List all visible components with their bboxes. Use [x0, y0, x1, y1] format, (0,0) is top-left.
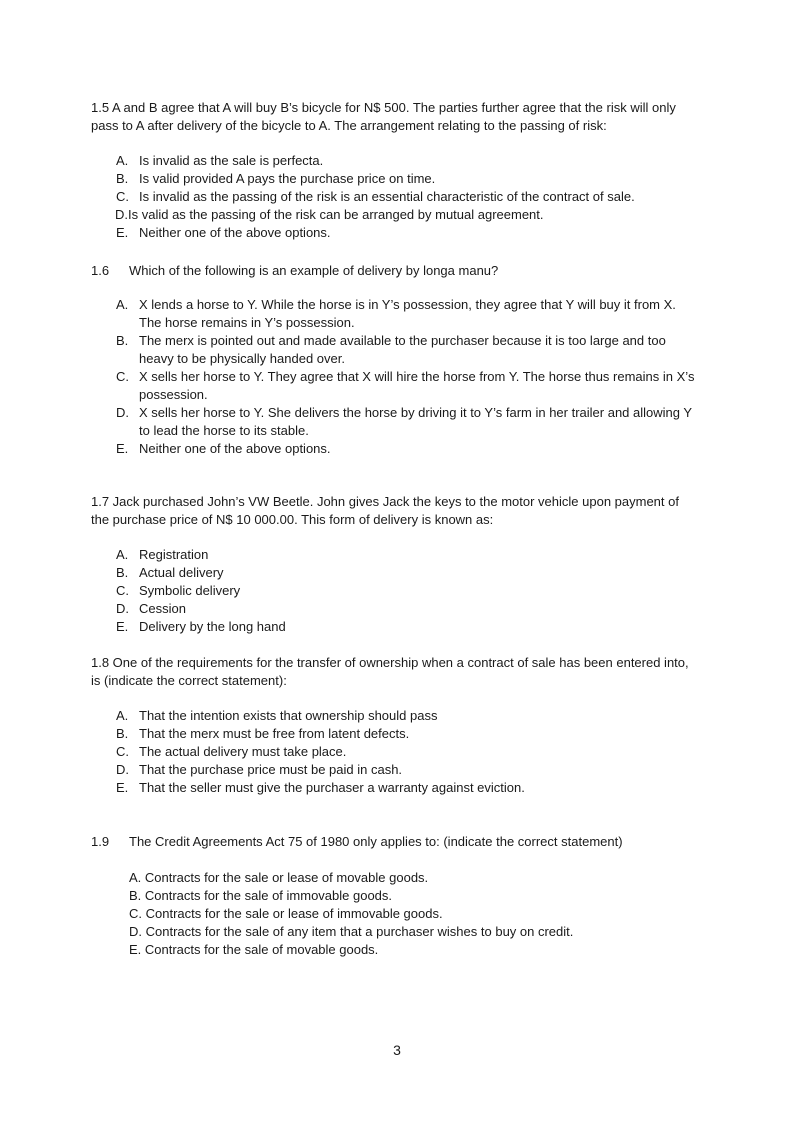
option-c: C. Contracts for the sale or lease of immovable goods. — [129, 906, 443, 921]
option-d: D. That the purchase price must be paid in cash. — [116, 762, 403, 777]
option-e: E. Contracts for the sale of movable goods. — [129, 942, 379, 957]
option-e: E. Neither one of the above options. — [116, 225, 331, 240]
option-c: C. X sells her horse to Y. They agree that X will hire the horse from Y. The horse thus remains in X’s possession. — [116, 369, 695, 402]
question-1-8 — [91, 654, 699, 690]
option-c: C. Is invalid as the passing of the risk is an essential characteristic of the contract of sale. — [116, 189, 635, 204]
option-b: B. Actual delivery — [116, 565, 224, 580]
option-e: E. That the seller must give the purchaser a warranty against eviction. — [116, 780, 525, 795]
options-1-9 — [129, 869, 699, 959]
option-a: A. Registration — [116, 547, 209, 562]
option-b: B. Is valid provided A pays the purchase price on time. — [116, 171, 436, 186]
option-a: A. Contracts for the sale or lease of movable goods. — [129, 870, 429, 885]
options-1-8 — [116, 707, 699, 797]
page-number: 3 — [393, 1042, 401, 1058]
options-1-6 — [116, 296, 699, 458]
option-b: B. The merx is pointed out and made available to the purchaser because it is too large and too heavy to be physically handed over. — [116, 333, 666, 366]
option-a: A. That the intention exists that ownership should pass — [116, 708, 438, 723]
options-1-5 — [116, 152, 706, 242]
options-1-7 — [116, 546, 699, 636]
question-1-9 — [91, 833, 623, 851]
option-c: C. Symbolic delivery — [116, 583, 241, 598]
option-a: A. Is invalid as the sale is perfecta. — [116, 153, 324, 168]
option-a: A. X lends a horse to Y. While the horse is in Y’s possession, they agree that Y will buy it from X. The horse remains in Y’s possession. — [116, 297, 676, 330]
question-text: 1.5 A and B agree that A will buy B’s bicycle for N$ 500. The parties further agree that the risk will only pass to A after delivery of the bicycle to A. The arrangement relating to the passing of risk: — [91, 100, 676, 133]
question-1-7 — [91, 493, 699, 529]
question-text: 1.7 Jack purchased John’s VW Beetle. John gives Jack the keys to the motor vehicle upon payment of the purchase price of N$ 10 000.00. This form of delivery is known as: — [91, 494, 679, 527]
option-c: C. The actual delivery must take place. — [116, 744, 347, 759]
option-d: D. Contracts for the sale of any item that a purchaser wishes to buy on credit. — [129, 924, 574, 939]
option-b: B. Contracts for the sale of immovable goods. — [129, 888, 393, 903]
question-1-5 — [91, 99, 699, 135]
question-text: The Credit Agreements Act 75 of 1980 only applies to: (indicate the correct statement) — [129, 834, 623, 849]
option-e: E. Delivery by the long hand — [116, 619, 286, 634]
question-1-6 — [91, 262, 498, 280]
question-number: 1.9 — [91, 834, 110, 849]
question-text: 1.8 One of the requirements for the transfer of ownership when a contract of sale has been entered into, is (indicate the correct statement): — [91, 655, 689, 688]
option-d: D. X sells her horse to Y. She delivers the horse by driving it to Y’s farm in her trailer and allowing Y to lead the horse to its stable. — [116, 405, 692, 438]
option-d: D. Cession — [116, 601, 186, 616]
question-text: Which of the following is an example of delivery by longa manu? — [129, 263, 499, 278]
option-e: E. Neither one of the above options. — [116, 441, 331, 456]
option-b: B. That the merx must be free from latent defects. — [116, 726, 410, 741]
option-d: D.Is valid as the passing of the risk can be arranged by mutual agreement. — [115, 207, 544, 222]
question-number: 1.6 — [91, 263, 110, 278]
